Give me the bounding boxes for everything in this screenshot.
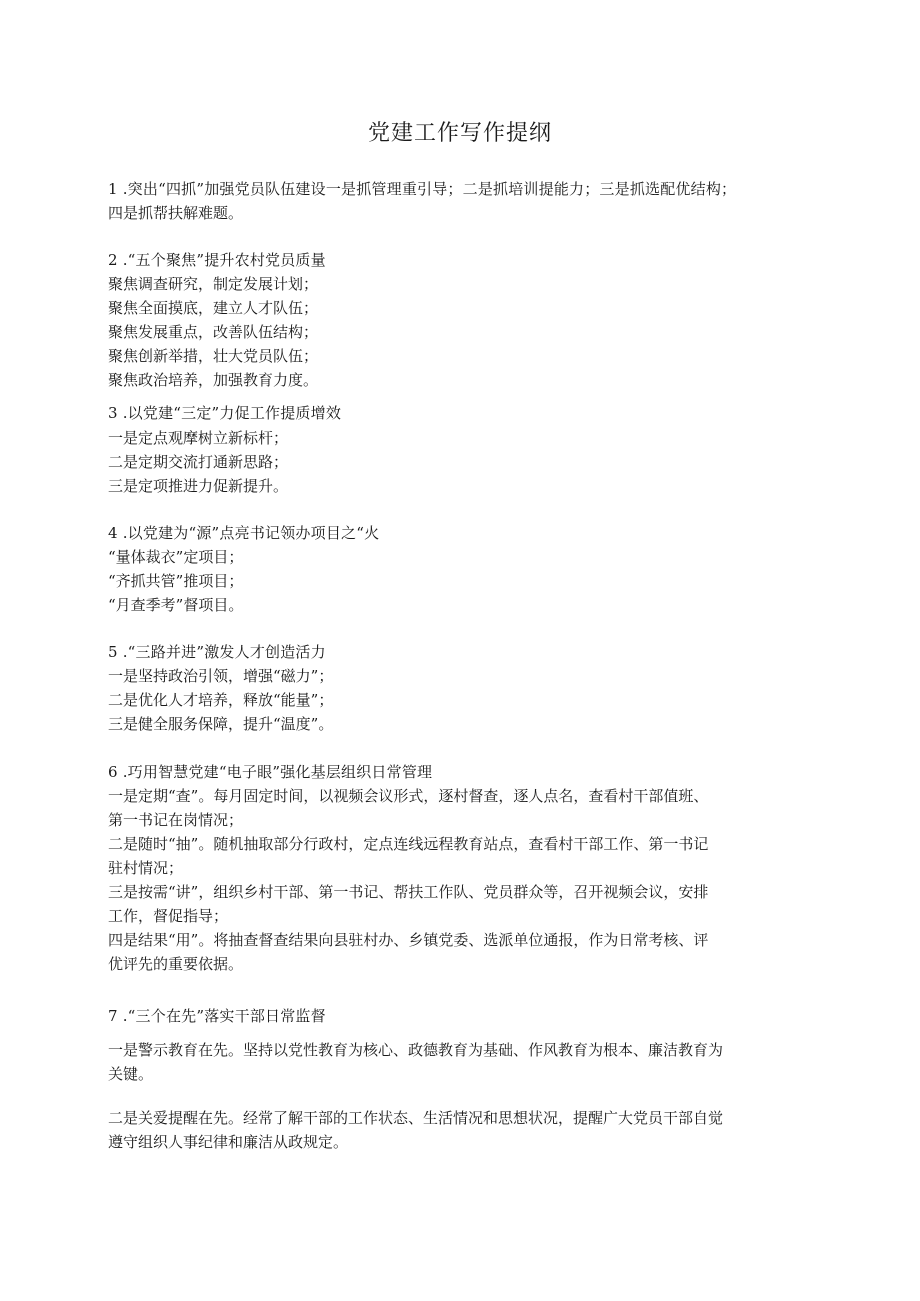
section-6-line-7: 四是结果“用”。将抽查督查结果向县驻村办、乡镇党委、选派单位通报，作为日常考核、评 [108, 931, 709, 949]
section-7-line-2: 关键。 [108, 1065, 154, 1083]
section-7-line-3: 二是关爱提醒在先。经常了解干部的工作状态、生活情况和思想状况，提醒广大党员干部自觉 [108, 1109, 724, 1127]
section-3-line-3: 三是定项推进力促新提升。 [108, 477, 289, 495]
section-1-line-1: 四是抓帮扶解难题。 [108, 204, 244, 222]
section-7-line-4: 遵守组织人事纪律和廉洁从政规定。 [108, 1133, 349, 1151]
section-1-heading: 1 .突出“四抓”加强党员队伍建设一是抓管理重引导；二是抓培训提能力；三是抓选配优结构； [108, 180, 737, 198]
section-6-line-8: 优评先的重要依据。 [108, 955, 244, 973]
section-5-heading: 5 .“三路并进”激发人才创造活力 [108, 643, 326, 661]
section-2-line-1: 聚焦调查研究，制定发展计划； [108, 275, 319, 293]
section-6-line-2: 第一书记在岗情况； [108, 811, 244, 829]
section-6-line-4: 驻村情况； [108, 859, 184, 877]
section-7-line-1: 一是警示教育在先。坚持以党性教育为核心、政德教育为基础、作风教育为根本、廉洁教育为 [108, 1041, 724, 1059]
section-3-heading: 3 .以党建“三定”力促工作提质增效 [108, 404, 342, 422]
section-4-line-1: “量体裁衣”定项目； [108, 548, 244, 566]
section-3-line-1: 一是定点观摩树立新标杆； [108, 429, 289, 447]
document-title: 党建工作写作提纲 [367, 121, 552, 146]
section-5-line-2: 二是优化人才培养，释放“能量”； [108, 691, 334, 709]
section-7-heading: 7 .“三个在先”落实干部日常监督 [108, 1007, 326, 1025]
section-6-line-1: 一是定期“查”。每月固定时间，以视频会议形式，逐村督查，逐人点名，查看村干部值班、 [108, 787, 709, 805]
section-4-line-3: “月查季考”督项目。 [108, 596, 244, 614]
section-4-heading: 4 .以党建为“源”点亮书记领办项目之“火 [108, 524, 380, 542]
section-3-line-2: 二是定期交流打通新思路； [108, 453, 289, 471]
section-2-line-2: 聚焦全面摸底，建立人才队伍； [108, 299, 319, 317]
section-5-line-1: 一是坚持政治引领，增强“磁力”； [108, 667, 334, 685]
section-2-line-3: 聚焦发展重点，改善队伍结构； [108, 323, 319, 341]
section-4-line-2: “齐抓共管”推项目； [108, 572, 244, 590]
section-6-line-6: 工作，督促指导； [108, 907, 229, 925]
section-5-line-3: 三是健全服务保障，提升“温度”。 [108, 715, 334, 733]
section-6-line-3: 二是随时“抽”。随机抽取部分行政村，定点连线远程教育站点，查看村干部工作、第一书记 [108, 835, 709, 853]
section-6-heading: 6 .巧用智慧党建“电子眼”强化基层组织日常管理 [108, 763, 433, 781]
section-2-heading: 2 .“五个聚焦”提升农村党员质量 [108, 251, 326, 269]
section-6-line-5: 三是按需“讲”，组织乡村干部、第一书记、帮扶工作队、党员群众等，召开视频会议，安排 [108, 883, 709, 901]
section-2-line-4: 聚焦创新举措，壮大党员队伍； [108, 347, 319, 365]
section-2-line-5: 聚焦政治培养，加强教育力度。 [108, 371, 319, 389]
